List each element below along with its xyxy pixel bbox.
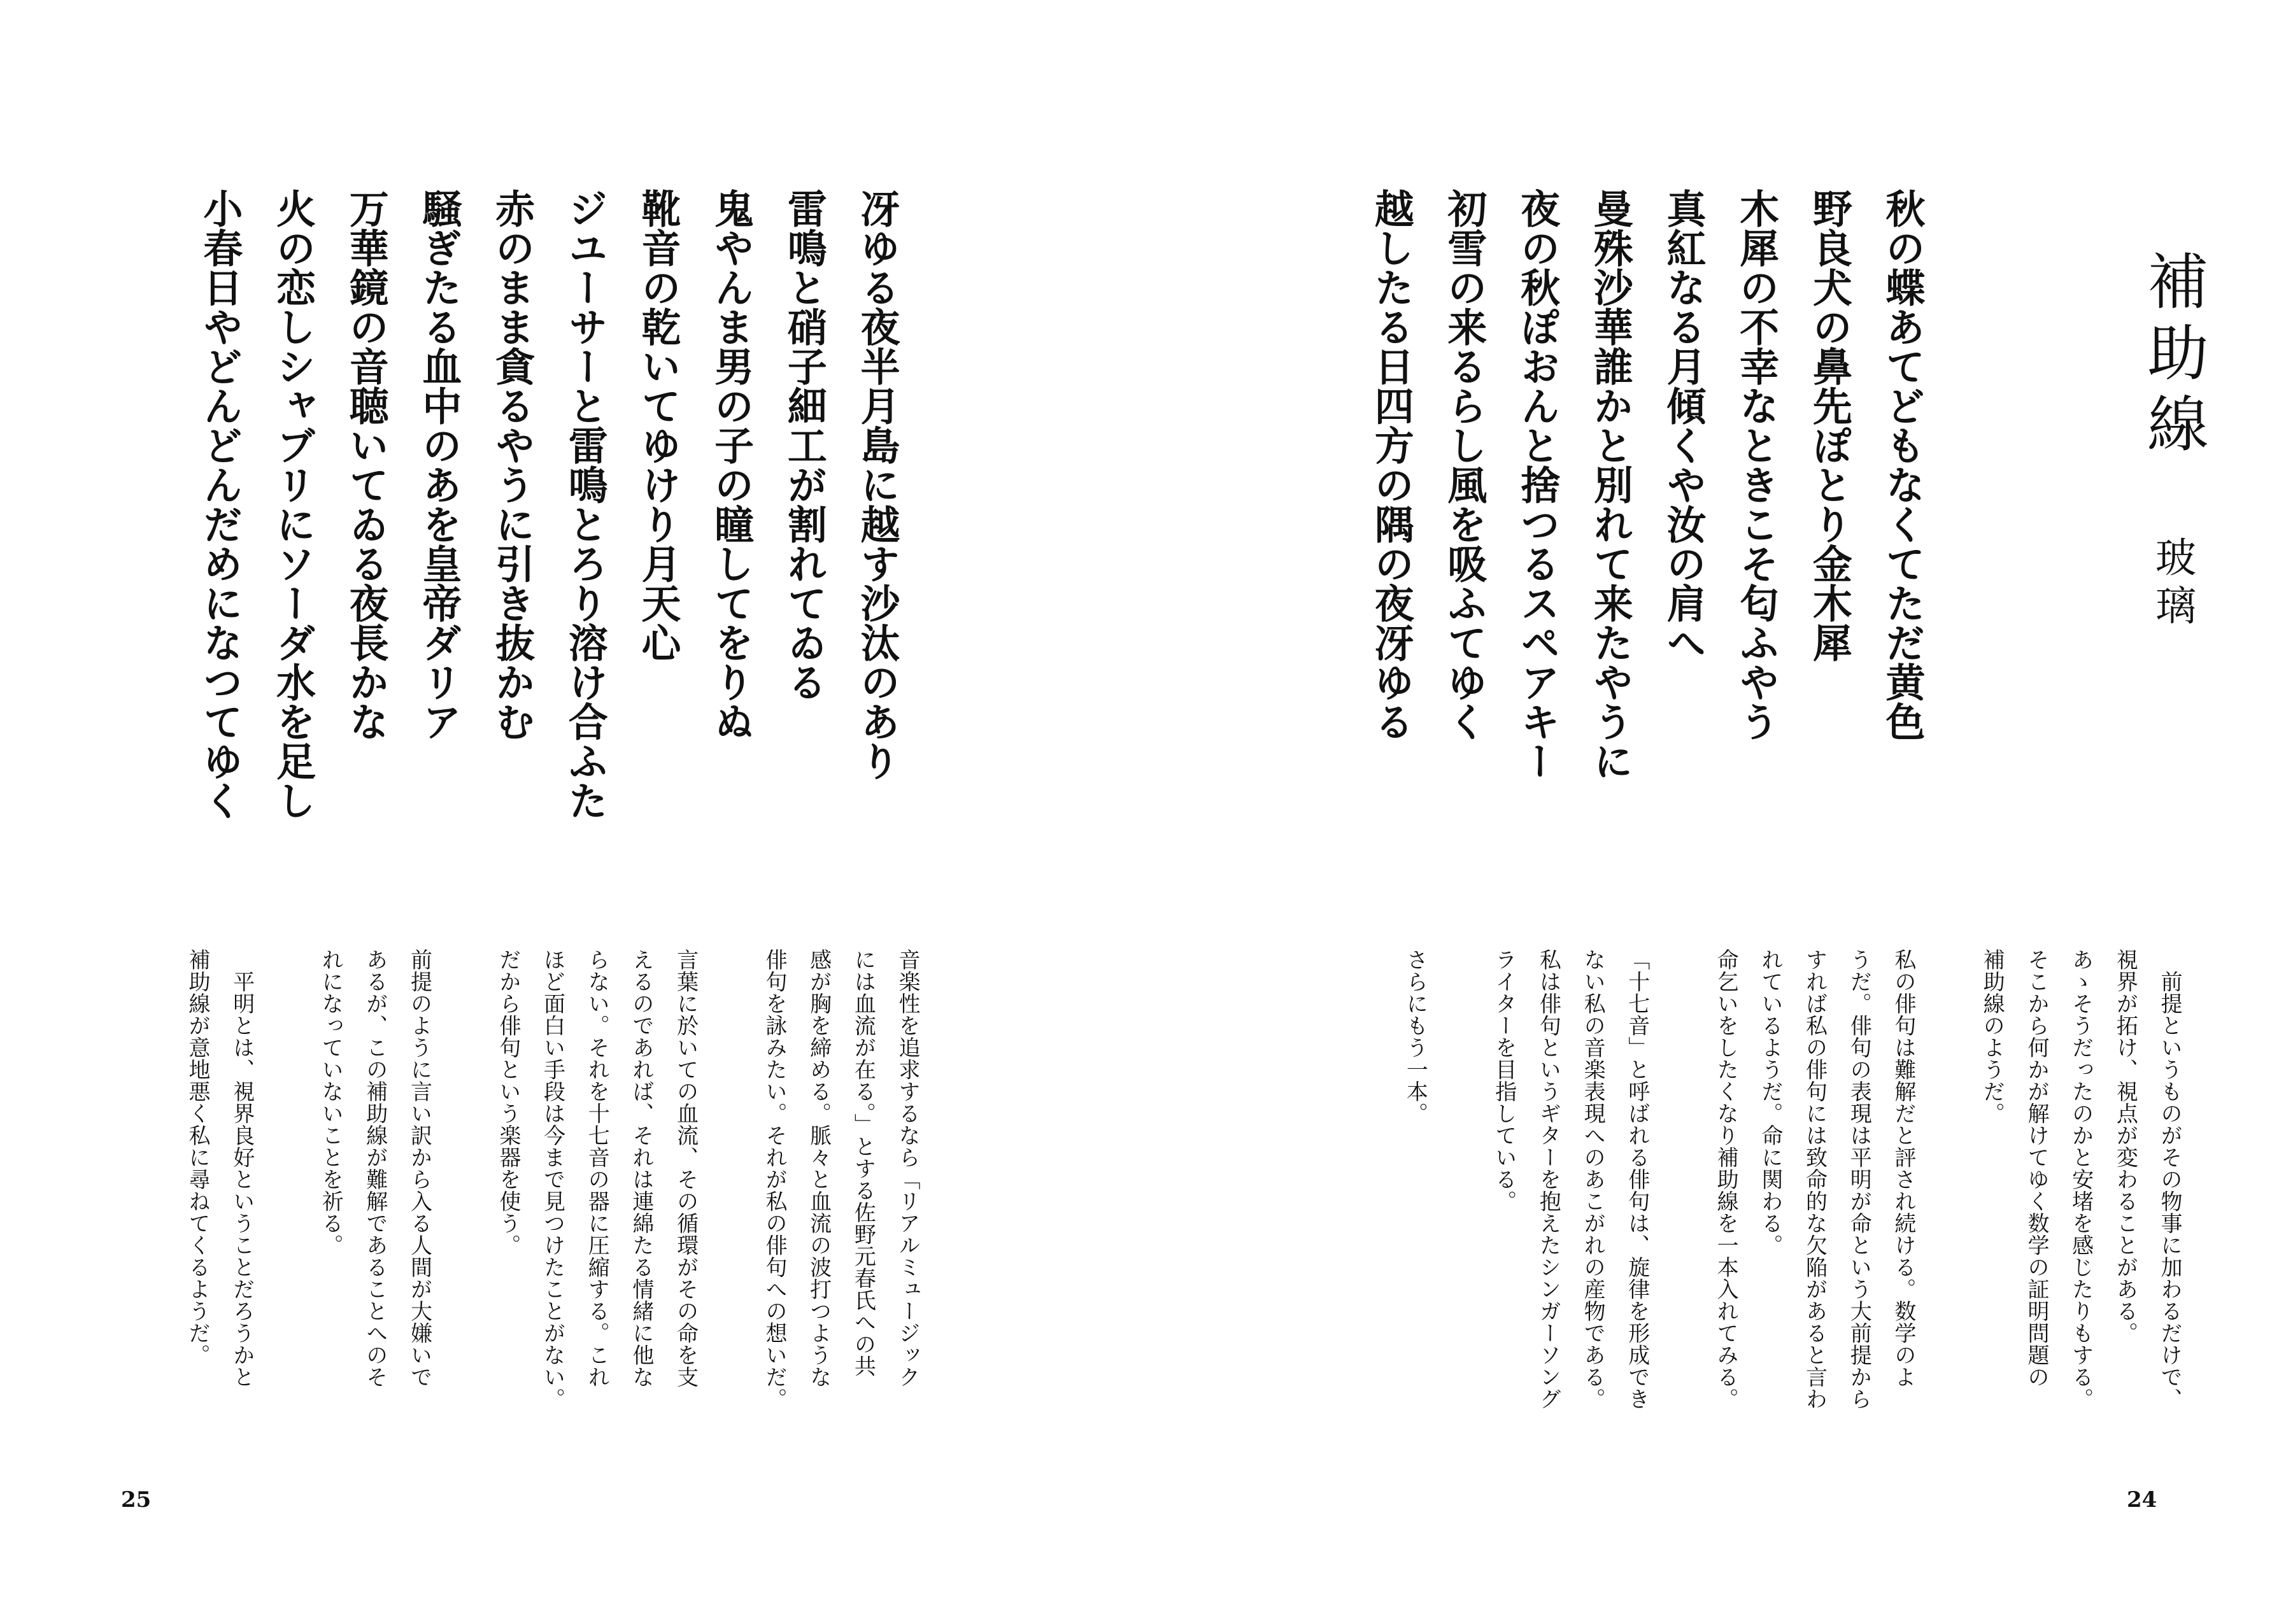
prose-line: うだ。俳句の表現は平明が命という大前提から bbox=[1846, 949, 1872, 1410]
haiku-line: 小春日やどんどんだめになつてゆく bbox=[196, 188, 243, 820]
prose-line: らない。それを十七音の器に圧縮する。これ bbox=[584, 949, 610, 1388]
haiku-line: 真紅なる月傾くや汝の肩へ bbox=[1659, 188, 1707, 662]
haiku-block-left bbox=[183, 188, 913, 838]
prose-line: には血流が在る。」とする佐野元春氏への共 bbox=[850, 949, 876, 1377]
prose-line: れになっていないことを祈る。 bbox=[318, 949, 344, 1256]
essay-title: 補助線 bbox=[2138, 250, 2209, 463]
author-name: 玻璃 bbox=[2148, 536, 2196, 633]
haiku-line: ジユーサーと雷鳴とろり溶け合ふた bbox=[562, 188, 609, 820]
prose-line: だから俳句という楽器を使う。 bbox=[495, 949, 521, 1256]
haiku-line: 越したる日四方の隅の夜冴ゆる bbox=[1368, 188, 1415, 741]
haiku-line: 騒ぎたる血中のあを皇帝ダリア bbox=[415, 188, 462, 741]
haiku-line: 冴ゆる夜半月島に越す沙汰のあり bbox=[854, 188, 900, 780]
haiku-line: 木犀の不幸なときこそ匂ふやう bbox=[1733, 188, 1780, 741]
prose-block-left bbox=[174, 949, 929, 1496]
prose-line: 前提というものがその物事に加わるだけで、 bbox=[2157, 949, 2182, 1410]
prose-line: 視界が拓け、視点が変わることがある。 bbox=[2112, 949, 2138, 1344]
page-number-left: 25 bbox=[121, 1487, 152, 1513]
haiku-line: 鬼やんま男の子の瞳してをりぬ bbox=[707, 188, 755, 741]
page-25 bbox=[0, 0, 1139, 1624]
prose-line: ほど面白い手段は今まで見つけたことがない。 bbox=[539, 949, 565, 1410]
prose-line: あるが、この補助線が難解であることへのそ bbox=[362, 949, 388, 1388]
prose-line: 平明とは、視界良好ということだろうかと bbox=[229, 949, 255, 1388]
haiku-line: 赤のまま貪るやうに引き抜かむ bbox=[488, 188, 536, 741]
prose-line: れているようだ。命に関わる。 bbox=[1757, 949, 1783, 1256]
prose-line: 音楽性を追求するなら「リアルミュージック bbox=[895, 949, 920, 1388]
prose-line: 感が胸を締める。脈々と血流の波打つような bbox=[806, 949, 832, 1388]
haiku-line: 万華鏡の音聴いてゐる夜長かな bbox=[343, 188, 390, 741]
prose-line: 前提のように言い訳から入る人間が大嫌いで bbox=[406, 949, 432, 1388]
haiku-line: 初雪の来るらし風を吸ふてゆく bbox=[1440, 188, 1487, 741]
prose-line: 補助線が意地悪く私に尋ねてくるようだ。 bbox=[185, 949, 210, 1366]
page-number-right: 24 bbox=[2127, 1487, 2157, 1513]
prose-line: 私の俳句は難解だと評され続ける。数学のよ bbox=[1890, 949, 1916, 1388]
prose-line: 言葉に於いての血流、その循環がその命を支 bbox=[672, 949, 699, 1388]
prose-line: そこから何かが解けてゆく数学の証明問題の bbox=[2023, 949, 2049, 1388]
prose-line: すれば私の俳句には致命的な欠陥があると言わ bbox=[1801, 949, 1828, 1410]
prose-line: 補助線のようだ。 bbox=[1979, 949, 2005, 1124]
prose-line: 私は俳句というギターを抱えたシンガーソング bbox=[1535, 949, 1561, 1410]
haiku-line: 秋の蝶あてどもなくてただ黄色 bbox=[1879, 188, 1926, 741]
haiku-line: 曼殊沙華誰かと別れて来たやうに bbox=[1587, 188, 1634, 780]
prose-line: あゝそうだったのかと安堵を感じたりもする。 bbox=[2068, 949, 2094, 1410]
prose-line: 命乞いをしたくなり補助線を一本入れてみる。 bbox=[1713, 949, 1739, 1410]
prose-line: さらにもう一本。 bbox=[1402, 949, 1428, 1124]
prose-line: 俳句を詠みたい。それが私の俳句への想いだ。 bbox=[761, 949, 787, 1410]
haiku-line: 夜の秋ぽおんと捨つるスペアキー bbox=[1514, 188, 1561, 780]
prose-line: ライターを目指している。 bbox=[1491, 949, 1517, 1212]
haiku-line: 靴音の乾いてゆけり月天心 bbox=[634, 188, 681, 662]
prose-line: 「十七音」と呼ばれる俳句は、旋律を形成でき bbox=[1624, 949, 1650, 1410]
haiku-line: 雷鳴と硝子細工が割れてゐる bbox=[781, 188, 828, 702]
haiku-line: 野良犬の鼻先ぽとり金木犀 bbox=[1806, 188, 1853, 662]
haiku-block-right bbox=[1354, 188, 1939, 800]
prose-line: ない私の音楽表現へのあこがれの産物である。 bbox=[1580, 949, 1606, 1410]
page-24 bbox=[1140, 0, 2279, 1624]
prose-block-right bbox=[1393, 949, 2191, 1496]
prose-line: えるのであれば、それは連綿たる情緒に他な bbox=[628, 949, 654, 1388]
haiku-line: 火の恋しシャブリにソーダ水を足し bbox=[269, 188, 316, 820]
